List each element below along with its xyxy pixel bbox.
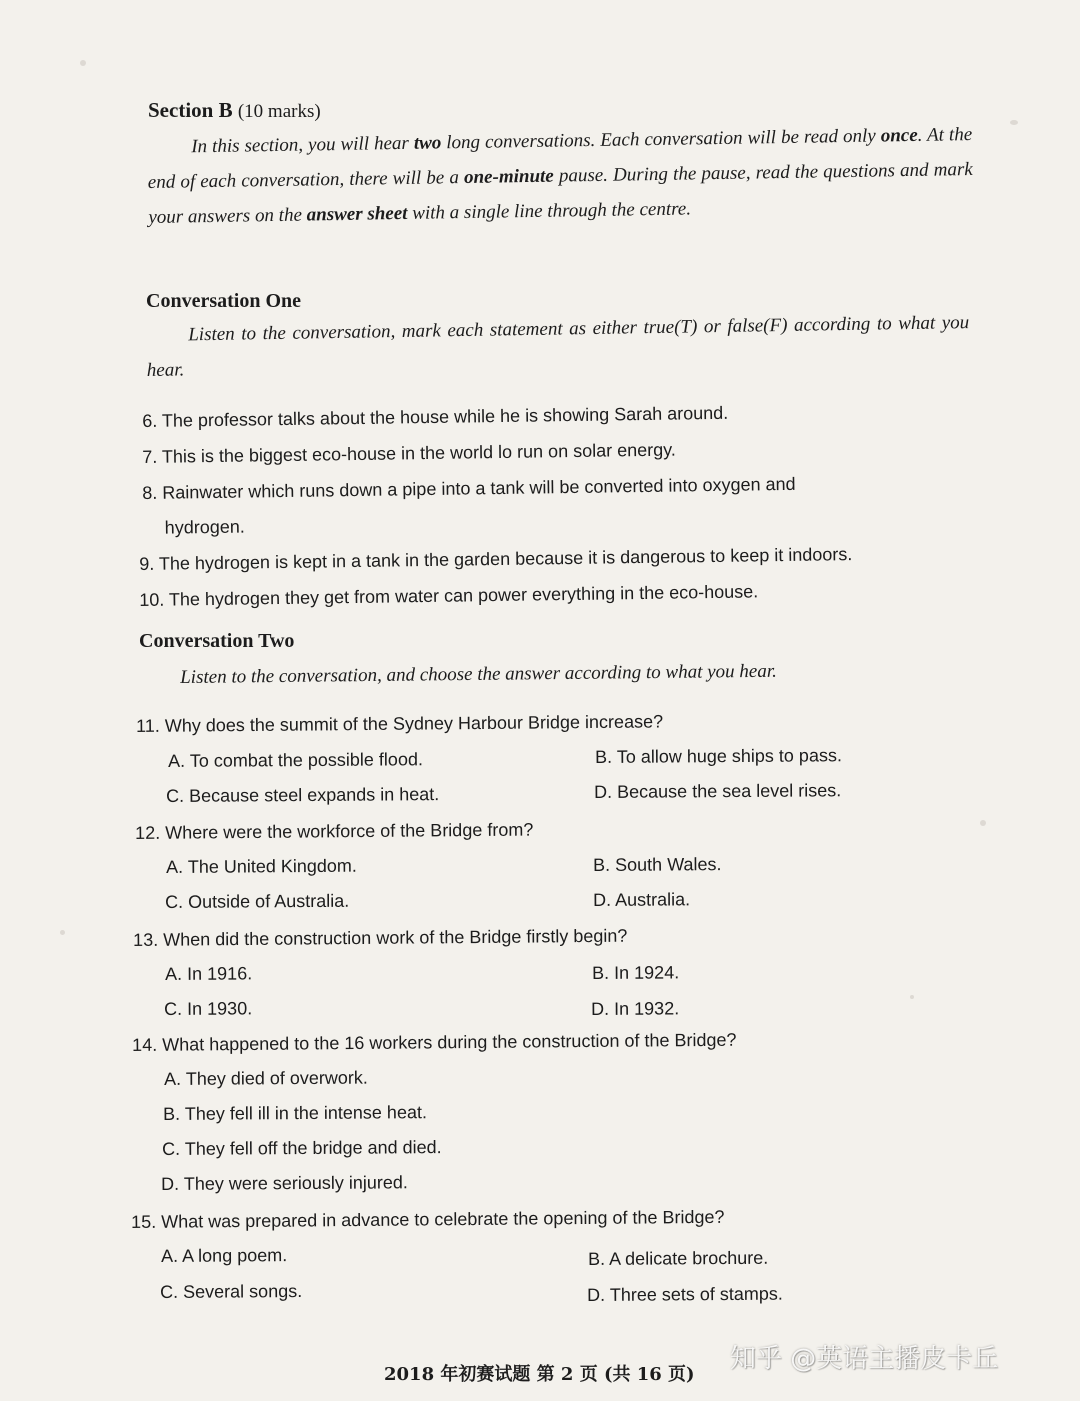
option-12a: A. The United Kingdom. bbox=[166, 855, 357, 877]
option-15c: C. Several songs. bbox=[160, 1281, 303, 1302]
option-15b: B. A delicate brochure. bbox=[588, 1247, 769, 1269]
section-marks: (10 marks) bbox=[237, 101, 321, 122]
statement-8-line1: 8. Rainwater which runs down a pipe into a tank will be converted into oxygen and bbox=[142, 473, 796, 503]
statement-6: 6. The professor talks about the house while he is showing Sarah around. bbox=[142, 402, 729, 431]
conversation-one-title: Conversation One bbox=[146, 290, 301, 312]
option-11d: D. Because the sea level rises. bbox=[594, 780, 842, 802]
instr-text: pause. During the pause, read the questions and mark your answers on the bbox=[148, 159, 973, 228]
question-11: 11. Why does the summit of the Sydney Harbour Bridge increase? bbox=[136, 711, 664, 736]
option-15a: A. A long poem. bbox=[161, 1245, 288, 1266]
option-11c: C. Because steel expands in heat. bbox=[166, 784, 440, 806]
option-13a: A. In 1916. bbox=[165, 963, 253, 984]
question-15: 15. What was prepared in advance to celebrate the opening of the Bridge? bbox=[131, 1206, 725, 1232]
conversation-one-instruction: Listen to the conversation, mark each statement as either true(T) or false(F) according to what you hear. bbox=[146, 312, 970, 381]
paper-speck bbox=[980, 820, 986, 826]
statement-9: 9. The hydrogen is kept in a tank in the garden because it is dangerous to keep it indoors. bbox=[139, 544, 853, 574]
option-11b: B. To allow huge ships to pass. bbox=[595, 745, 842, 767]
option-12c: C. Outside of Australia. bbox=[165, 890, 350, 912]
option-14b: B. They fell ill in the intense heat. bbox=[163, 1102, 427, 1124]
question-14: 14. What happened to the 16 workers during the construction of the Bridge? bbox=[132, 1029, 737, 1055]
conversation-two-title: Conversation Two bbox=[139, 630, 295, 652]
option-12b: B. South Wales. bbox=[593, 854, 722, 875]
section-instructions bbox=[147, 117, 974, 235]
instr-emphasis: two bbox=[413, 132, 442, 154]
page-footer: 2018 年初赛试题 第 2 页 (共 16 页) bbox=[384, 1364, 695, 1385]
instr-text: . At the end of each conversation, there will be a bbox=[147, 124, 973, 193]
instr-text: In this section, you will hear bbox=[191, 132, 415, 158]
question-13: 13. When did the construction work of the Bridge firstly begin? bbox=[133, 925, 628, 950]
instr-emphasis: answer sheet bbox=[306, 202, 408, 226]
statement-10: 10. The hydrogen they get from water can power everything in the eco-house. bbox=[139, 581, 759, 610]
paper-speck bbox=[60, 930, 65, 935]
option-11a: A. To combat the possible flood. bbox=[168, 749, 423, 771]
paper-speck bbox=[1010, 120, 1018, 125]
section-title bbox=[148, 98, 321, 123]
instr-emphasis: once bbox=[880, 124, 918, 147]
option-13c: C. In 1930. bbox=[164, 998, 253, 1019]
statement-8 bbox=[142, 464, 969, 546]
option-15d: D. Three sets of stamps. bbox=[587, 1283, 783, 1305]
statement-8-line2: hydrogen. bbox=[164, 516, 245, 538]
question-12: 12. Where were the workforce of the Bridge from? bbox=[135, 819, 534, 843]
option-14a: A. They died of overwork. bbox=[164, 1067, 368, 1089]
section-title-text: Section B bbox=[148, 98, 233, 122]
statement-7: 7. This is the biggest eco-house in the world lo run on solar energy. bbox=[142, 439, 676, 467]
paper-speck bbox=[910, 995, 914, 999]
option-13d: D. In 1932. bbox=[591, 998, 680, 1019]
watermark-text: 知乎 @英语主播皮卡丘 bbox=[730, 1344, 999, 1374]
option-13b: B. In 1924. bbox=[592, 962, 680, 983]
paper-speck bbox=[80, 60, 86, 66]
option-14c: C. They fell off the bridge and died. bbox=[162, 1137, 442, 1159]
instr-emphasis: one-minute bbox=[463, 165, 554, 189]
instr-text: with a single line through the centre. bbox=[407, 198, 692, 224]
conversation-two-instruction: Listen to the conversation, and choose the answer according to what you hear. bbox=[180, 660, 777, 688]
option-12d: D. Australia. bbox=[593, 889, 691, 910]
option-14d: D. They were seriously injured. bbox=[161, 1172, 408, 1194]
instr-text: long conversations. Each conversation will be read only bbox=[441, 125, 881, 154]
